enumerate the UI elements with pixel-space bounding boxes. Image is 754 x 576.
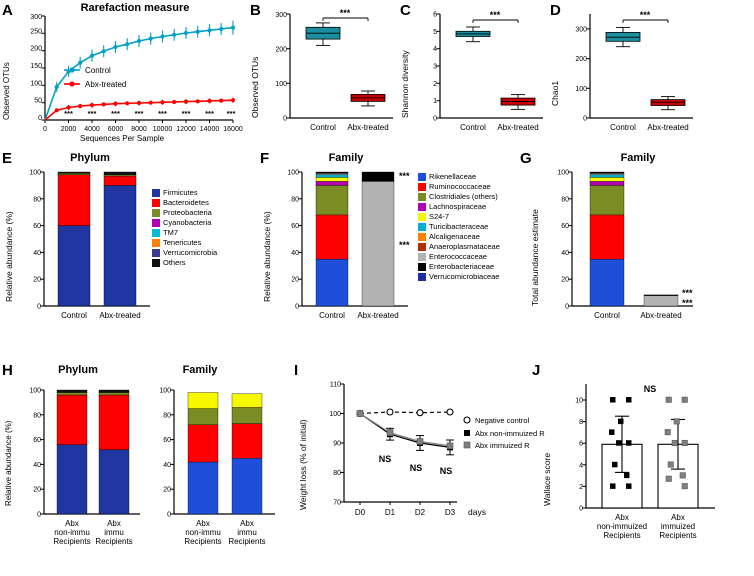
panel-i [292,358,545,568]
svg-text:90: 90 [333,440,341,448]
legend-item [152,258,217,267]
svg-text:200: 200 [575,56,587,64]
svg-text:60: 60 [291,223,299,231]
panel-c-letter: C [400,2,411,19]
svg-text:100: 100 [30,80,42,88]
legend-item [418,182,500,191]
legend-label: Proteobacteria [163,208,212,217]
panel-c-significance: *** [489,10,501,20]
legend-item [418,272,500,281]
panel-i-ns-1: NS [378,454,392,464]
panel-g-letter: G [520,150,532,167]
legend-label: Enterococcaceae [429,252,487,261]
panel-b [248,0,398,148]
panel-f-cat-control: Control [319,311,345,320]
svg-text:0: 0 [565,303,569,311]
svg-text:5: 5 [433,28,437,36]
svg-text:110: 110 [329,381,341,389]
legend-label: Bacteroidetes [163,198,209,207]
svg-text:***: *** [181,109,191,118]
svg-text:0: 0 [433,115,437,123]
panel-e-title: Phylum [70,152,110,164]
panel-a-letter: A [2,2,13,19]
panel-j [530,358,754,568]
svg-text:16000: 16000 [223,126,243,133]
legend-label: Enterobacteriaceae [429,262,495,271]
panel-f-legend [418,172,500,282]
panel-f-ylabel: Relative abundance (%) [262,211,272,302]
panel-b-letter: B [250,2,261,19]
legend-swatch-tm7 [152,229,160,237]
panel-c-plot [398,0,548,148]
panel-d-ylabel: Chao1 [550,80,560,106]
svg-text:2: 2 [579,483,583,491]
panel-b-cat-abx: Abx-treated [347,123,389,132]
legend-swatch-ruminococcaceae [418,183,426,191]
legend-item [152,238,217,247]
legend-item [152,228,217,237]
svg-text:100: 100 [29,169,41,177]
panel-e-cat-abx: Abx-treated [99,311,141,320]
legend-swatch-anaeroplasmataceae [418,243,426,251]
svg-text:80: 80 [33,412,41,420]
svg-text:***: *** [158,109,167,118]
panel-d-letter: D [550,2,561,19]
legend-swatch-enterococcaceae [418,253,426,261]
legend-swatch-verrucomicrobia [152,249,160,257]
legend-label: Firmicutes [163,188,198,197]
panel-b-ylabel: Observed OTUs [250,56,260,118]
svg-text:80: 80 [33,196,41,204]
panel-h-phylum-plot [0,376,150,576]
panel-e-letter: E [2,150,13,167]
legend-item [418,242,500,251]
panel-i-ns-3: NS [439,466,453,476]
panel-e [0,150,250,348]
svg-text:100: 100 [275,81,287,88]
svg-text:40: 40 [163,461,171,469]
panel-j-cat1-line3: Recipients [603,531,641,540]
svg-text:***: *** [134,109,144,118]
svg-text:0: 0 [295,303,299,311]
panel-i-xlabel: days [468,507,486,517]
legend-swatch-lachnospiraceae [418,203,426,211]
legend-swatch-enterobacteriaceae [418,263,426,271]
svg-text:60: 60 [33,437,41,445]
legend-item [418,232,500,241]
legend-swatch-cyanobacteria [152,219,160,227]
panel-h-ylabel: Relative abundance (%) [4,420,13,506]
svg-text:14000: 14000 [199,126,220,133]
panel-d-cat-control: Control [610,123,636,132]
svg-text:60: 60 [561,223,569,231]
svg-text:0: 0 [37,303,41,311]
svg-text:100: 100 [575,85,587,93]
svg-text:0: 0 [167,511,171,519]
legend-item [418,202,500,211]
svg-text:6: 6 [579,440,583,448]
panel-i-letter: I [294,362,299,379]
svg-text:10: 10 [575,397,583,405]
panel-h [0,358,290,568]
legend-label: Alcaligenaceae [429,232,480,241]
panel-h2-cat1-line3: Recipients [184,537,222,546]
legend-label: Rikenellaceae [429,172,477,181]
panel-h-title-family: Family [182,364,218,376]
legend-label: Ruminococcaceae [429,182,491,191]
svg-text:100: 100 [329,411,341,418]
panel-f-plot [258,158,428,348]
legend-label: Verrucomicrobia [163,248,218,257]
panel-g-cat-control: Control [594,311,620,320]
svg-text:***: *** [111,109,120,118]
svg-text:6: 6 [433,11,437,19]
panel-h2-cat1-line2: non-immu [185,528,221,537]
svg-text:40: 40 [291,249,299,257]
panel-c-ylabel: Shannon diversity [400,50,410,118]
legend-swatch-alcaligenaceae [418,233,426,241]
panel-g-significance-1: *** [682,288,693,298]
legend-label: TM7 [163,228,178,237]
panel-a-ylabel: Observed OTUs [2,62,11,120]
panel-j-cat2-line3: Recipients [659,531,697,540]
svg-text:0: 0 [38,115,42,122]
panel-b-significance: *** [339,8,351,18]
legend-item [152,188,217,197]
panel-h-title-phylum: Phylum [58,364,98,376]
svg-text:20: 20 [291,276,299,284]
svg-text:4: 4 [433,46,437,54]
panel-f [258,150,508,348]
svg-text:100: 100 [29,387,41,395]
svg-text:***: *** [226,109,236,118]
panel-i-xtick-d1: D1 [384,508,396,517]
svg-text:40: 40 [33,249,41,257]
legend-label: Anaeroplasmataceae [429,242,500,251]
panel-e-legend [152,188,217,268]
panel-c-cat-abx: Abx-treated [497,123,539,132]
legend-item [418,212,500,221]
svg-text:60: 60 [33,223,41,231]
panel-d-cat-abx: Abx-treated [647,123,689,132]
panel-h2-cat2-line2: immu [237,528,257,537]
panel-h2-cat2-line3: Recipients [228,537,266,546]
svg-text:40: 40 [33,461,41,469]
panel-j-ylabel: Wallace score [542,452,552,506]
svg-text:50: 50 [34,97,42,105]
panel-g-ylabel: Total abundance estimate [530,209,540,306]
panel-h1-cat1-line1: Abx [65,519,79,528]
legend-label: Tenericutes [163,238,202,247]
panel-j-cat1-line2: non-immuized [596,522,648,531]
svg-text:80: 80 [333,470,341,477]
legend-swatch-verrucomicrobiaceae [418,273,426,281]
svg-text:8: 8 [579,419,583,427]
legend-item [152,248,217,257]
legend-swatch-tenericutes [152,239,160,247]
legend-swatch-bacteroidetes [152,199,160,207]
svg-text:60: 60 [163,437,171,445]
legend-item [418,262,500,271]
svg-text:300: 300 [275,12,287,19]
svg-text:100: 100 [287,169,299,177]
panel-b-cat-control: Control [310,123,336,132]
svg-text:0: 0 [37,511,41,519]
legend-item [418,252,500,261]
svg-text:300: 300 [30,14,42,21]
legend-swatch-others [152,259,160,267]
svg-text:80: 80 [291,196,299,204]
panel-i-ylabel: Weight loss (% of initial) [298,419,308,510]
panel-h-letter: H [2,362,13,379]
legend-swatch-clostridiales-others [418,193,426,201]
panel-a-title: Rarefaction measure [80,2,190,14]
panel-j-cat2-line2: immuized [660,522,696,531]
panel-f-significance-2: *** [399,240,410,250]
panel-j-cat2-line1: Abx [671,513,685,522]
svg-text:2000: 2000 [60,126,77,133]
legend-swatch-firmicutes [152,189,160,197]
svg-text:2: 2 [433,80,437,88]
svg-text:***: *** [64,109,73,118]
svg-text:100: 100 [159,387,171,395]
legend-label: Clostridiales (others) [429,192,498,201]
panel-g-cat-abx: Abx-treated [640,311,682,320]
legend-swatch-s24-7 [418,213,426,221]
svg-text:300: 300 [575,26,587,34]
panel-j-plot [540,370,750,570]
legend-item [418,192,500,201]
svg-text:1: 1 [433,98,437,106]
svg-text:12000: 12000 [176,126,196,133]
svg-text:6000: 6000 [107,126,124,133]
panel-h1-cat1-line3: Recipients [53,537,91,546]
panel-i-legend-nonimm: Abx non-immuized R [475,429,545,438]
panel-j-letter: J [532,362,541,379]
svg-text:8000: 8000 [131,126,147,133]
svg-text:***: *** [87,109,97,118]
panel-h1-cat2-line2: immu [104,528,124,537]
panel-i-xtick-d0: D0 [354,508,366,517]
panel-f-title: Family [328,152,364,164]
panel-a-legend-control: Control [85,66,111,75]
svg-text:80: 80 [561,196,569,204]
svg-text:4: 4 [579,462,583,470]
legend-item [418,172,500,181]
panel-h2-cat1-line1: Abx [196,519,210,528]
legend-label: Others [163,258,186,267]
svg-text:20: 20 [33,486,41,494]
panel-j-cat1-line1: Abx [615,513,629,522]
svg-text:150: 150 [30,63,42,70]
panel-h1-cat2-line1: Abx [107,519,121,528]
svg-text:70: 70 [333,499,341,507]
panel-f-cat-abx: Abx-treated [357,311,399,320]
panel-j-ns: NS [643,384,657,394]
svg-text:200: 200 [275,46,287,54]
svg-text:0: 0 [583,115,587,123]
panel-a [0,0,243,148]
svg-text:20: 20 [561,276,569,284]
panel-a-legend-abx: Abx-treated [85,80,127,89]
panel-a-plot [0,0,243,148]
svg-text:250: 250 [30,28,42,36]
panel-g-title: Family [620,152,656,164]
svg-text:0: 0 [43,126,47,133]
legend-swatch-proteobacteria [152,209,160,217]
panel-g [518,150,754,348]
svg-text:0: 0 [283,115,287,123]
svg-text:3: 3 [433,63,437,71]
legend-label: Turicibacteraceae [429,222,489,231]
panel-i-xtick-d3: D3 [444,508,456,517]
panel-e-ylabel: Relative abundance (%) [4,211,14,302]
legend-item [418,222,500,231]
panel-i-legend-imm: Abx immuized R [475,441,530,450]
legend-label: Lachnospiraceae [429,202,487,211]
panel-c-cat-control: Control [460,123,486,132]
panel-c [398,0,548,148]
panel-h1-cat2-line3: Recipients [95,537,133,546]
panel-a-xlabel: Sequences Per Sample [80,134,165,143]
svg-text:0: 0 [579,505,583,513]
panel-i-ns-2: NS [409,463,423,473]
svg-text:10000: 10000 [152,126,173,133]
panel-f-significance-1: *** [399,171,410,181]
svg-text:100: 100 [557,169,569,177]
legend-label: Verrucomicrobiaceae [429,272,500,281]
panel-i-legend-neg-control: Negative control [475,416,530,425]
svg-text:200: 200 [30,45,42,53]
legend-swatch-turicibacteraceae [418,223,426,231]
panel-h2-cat2-line1: Abx [240,519,254,528]
panel-h1-cat1-line2: non-immu [54,528,90,537]
svg-text:***: *** [205,109,214,118]
panel-e-cat-control: Control [61,311,87,320]
svg-text:20: 20 [163,486,171,494]
legend-item [152,218,217,227]
legend-item [152,198,217,207]
panel-d [548,0,698,148]
panel-g-plot [528,158,728,348]
panel-e-plot [0,158,160,348]
panel-i-xtick-d2: D2 [414,508,426,517]
svg-text:40: 40 [561,249,569,257]
panel-h-family-plot [130,376,290,576]
svg-text:20: 20 [33,276,41,284]
legend-label: Cyanobacteria [163,218,212,227]
panel-d-significance: *** [639,10,651,20]
legend-label: S24-7 [429,212,450,221]
legend-item [152,208,217,217]
panel-i-plot [292,370,545,570]
svg-text:80: 80 [163,412,171,420]
svg-text:4000: 4000 [84,126,100,133]
panel-b-plot [248,0,398,148]
panel-g-significance-2: *** [682,298,693,308]
panel-d-plot [548,0,698,148]
panel-f-letter: F [260,150,270,167]
legend-swatch-rikenellaceae [418,173,426,181]
